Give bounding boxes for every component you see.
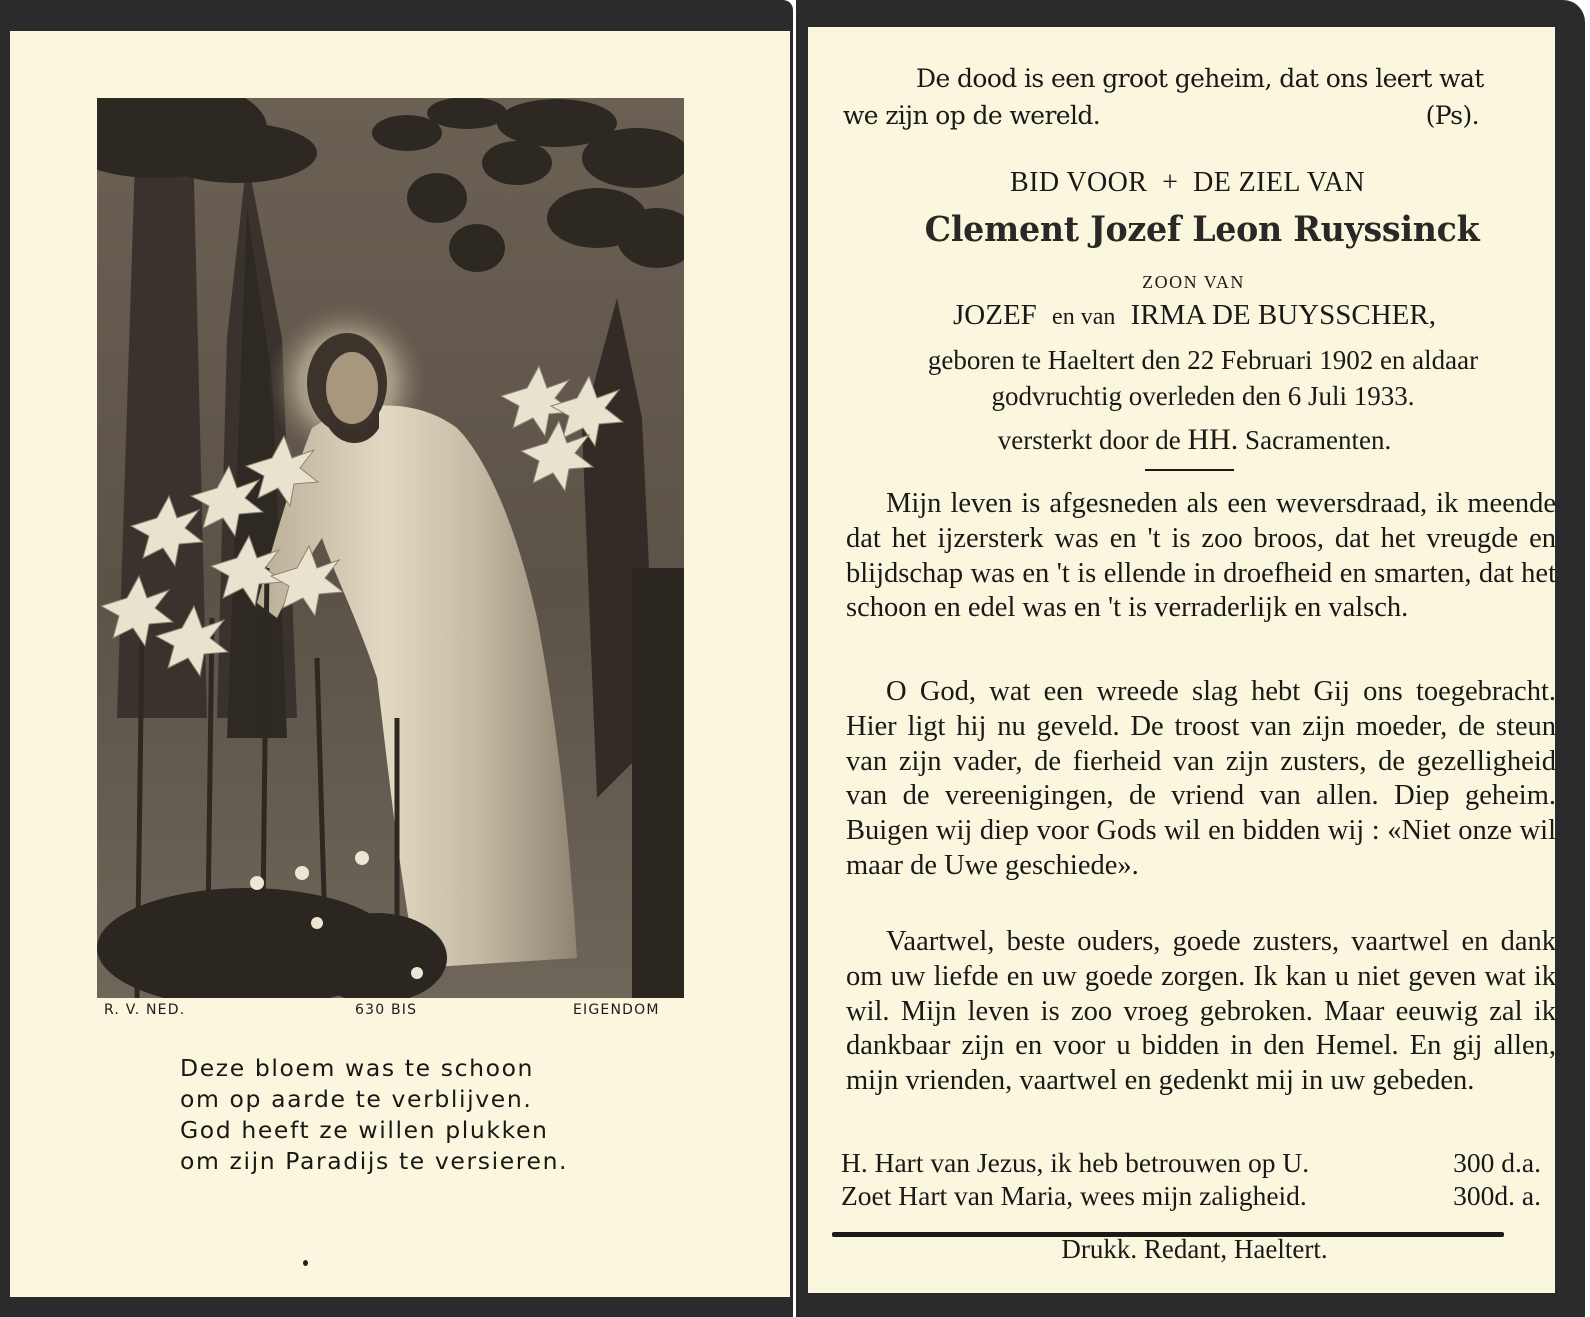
print-speck xyxy=(303,1260,308,1266)
poem-line: om op aarde te verblijven. xyxy=(180,1085,533,1113)
indulgence-days: 300 d.a. xyxy=(1453,1147,1541,1178)
left-card-mourning-border xyxy=(0,0,793,1317)
parents-line xyxy=(808,299,1581,332)
paragraph-text: O God, wat een wreede slag hebt Gij ons toegebracht. Hier ligt hij nu geveld. De troost van zijn moeder, de steun van zijn vader, de fierheid van zijn zusters, de gezelligheid van de vereenigingen, de vriend van allen. Diep geheim. Buigen wij diep voor Gods wil en bidden wij : «Niet onze wil maar de Uwe geschiede». xyxy=(846,676,1556,881)
devotional-image-jesus-with-lilies xyxy=(97,98,684,998)
left-card-paper xyxy=(10,31,790,1297)
deceased-name: Clement Jozef Leon Ruyssinck xyxy=(924,209,1480,250)
copyright-caption: EIGENDOM xyxy=(573,1002,660,1018)
son-of-label: ZOON VAN xyxy=(1142,272,1245,292)
parents-connector: en van xyxy=(1052,304,1116,330)
poem-line: om zijn Paradijs te versieren. xyxy=(180,1147,569,1175)
prayer-heading-after: DE ZIEL VAN xyxy=(1193,167,1365,198)
father-name: JOZEF xyxy=(953,299,1037,331)
death-line: godvruchtig overleden den 6 Juli 1933. xyxy=(991,381,1415,411)
right-card-paper xyxy=(808,27,1555,1293)
motto-line-1: De dood is een groot geheim, dat ons leert wat xyxy=(916,64,1484,93)
section-divider xyxy=(1145,469,1234,471)
indulgence-days: 300d. a. xyxy=(1453,1180,1541,1211)
mother-name: IRMA DE BUYSSCHER, xyxy=(1130,299,1436,331)
birth-line: geboren te Haeltert den 22 Februari 1902 en aldaar xyxy=(927,345,1479,375)
sacraments-line xyxy=(808,423,1581,457)
sacraments-hh: HH. xyxy=(1187,423,1239,456)
image-number-caption: 630 BIS xyxy=(355,1002,418,1018)
sacraments-after: Sacramenten. xyxy=(1245,425,1392,455)
indulgence-prayer-row xyxy=(841,1179,1541,1212)
poem-line: Deze bloem was te schoon xyxy=(180,1054,535,1082)
prayer-heading-before: BID VOOR xyxy=(1010,167,1148,198)
farewell-paragraph-1 xyxy=(846,487,1556,626)
motto-line-2: we zijn op de wereld. xyxy=(843,101,1101,130)
indulgence-prayer-row xyxy=(841,1146,1541,1179)
memorial-poem xyxy=(180,1053,568,1177)
poem-line: God heeft ze willen plukken xyxy=(180,1116,549,1144)
motto-source: (Ps). xyxy=(1425,101,1479,130)
motto-quote xyxy=(843,60,1561,134)
farewell-paragraph-3 xyxy=(846,925,1556,1099)
cross-icon: + xyxy=(1162,167,1179,198)
sacraments-before: versterkt door de xyxy=(997,425,1181,455)
prayer-heading xyxy=(808,167,1567,199)
prayer-text: H. Hart van Jezus, ik heb betrouwen op U. xyxy=(841,1147,1310,1178)
devotional-illustration xyxy=(97,98,684,998)
indulgence-prayers xyxy=(841,1146,1541,1212)
prayer-text: Zoet Hart van Maria, wees mijn zaligheid. xyxy=(841,1180,1307,1211)
birth-death-info xyxy=(843,342,1563,414)
paragraph-text: Vaartwel, beste ouders, goede zusters, vaartwel en dank om uw liefde en uw goede zorgen. Ik kan u niet geven wat ik wil. Mijn leven is zoo vroeg gebroken. Maar eeuwig zal ik dankbaar zijn en voor u bidden in den Hemel. En gij allen, mijn vrienden, vaartwel en gedenkt mij in uw gebeden. xyxy=(846,926,1556,1097)
farewell-paragraph-2 xyxy=(846,675,1556,884)
publisher-caption: R. V. NED. xyxy=(104,1002,186,1018)
printer-credit: Drukk. Redant, Haeltert. xyxy=(1061,1234,1328,1264)
face xyxy=(326,352,378,424)
right-card-mourning-border xyxy=(796,0,1585,1317)
paragraph-text: Mijn leven is afgesneden als een weversdraad, ik meende dat het ijzersterk was en 't is zoo broos, dat het vreugde en blijdschap was en 't is ellende in droefheid en smarten, dat het schoon en edel was en 't is verraderlijk en valsch. xyxy=(846,488,1556,624)
